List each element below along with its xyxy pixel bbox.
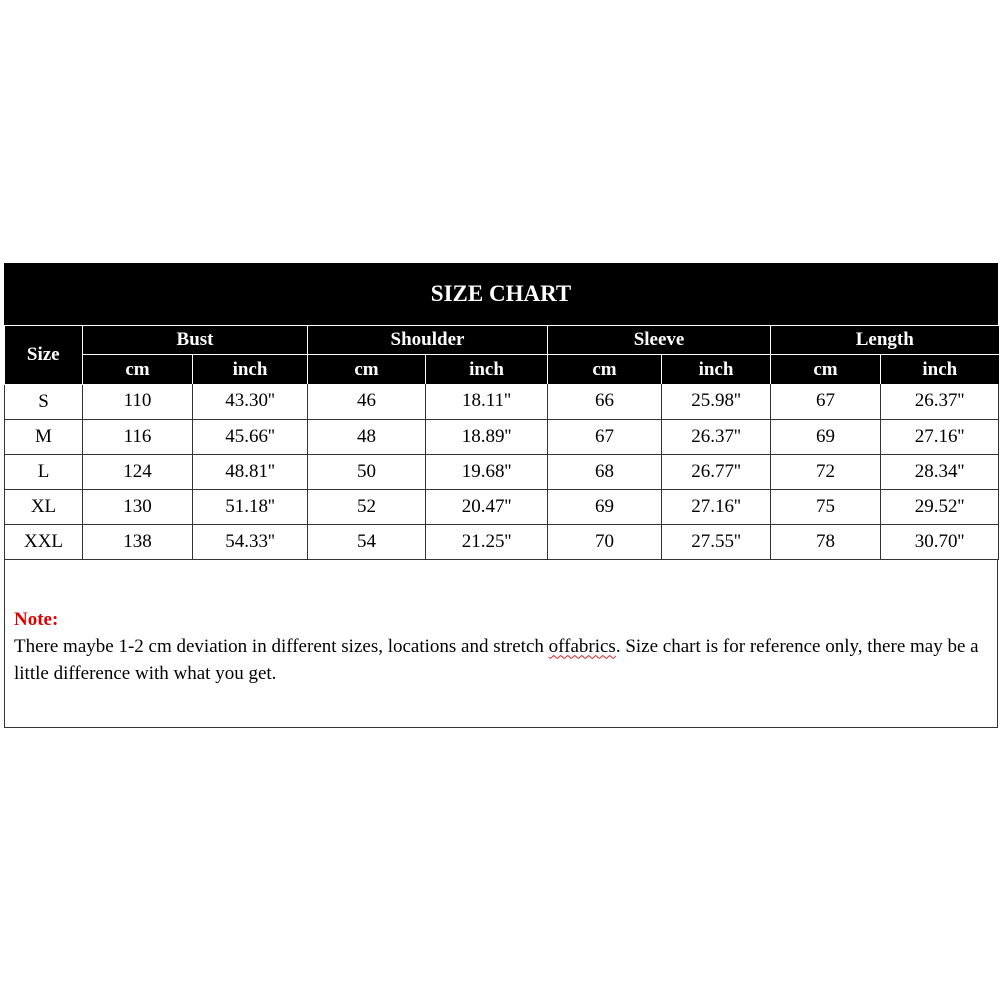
table-cell: 78 [771,524,881,559]
table-cell: 72 [771,454,881,489]
table-cell: 46 [308,384,426,419]
table-cell: 45.66'' [193,419,308,454]
unit-header-cm: cm [308,355,426,385]
table-cell: 70 [548,524,662,559]
table-cell: 67 [548,419,662,454]
table-row [5,489,999,524]
unit-header-inch: inch [881,355,999,385]
table-row [5,384,999,419]
unit-header-inch: inch [662,355,771,385]
table-cell: 75 [771,489,881,524]
table-cell: 30.70'' [881,524,999,559]
table-row [5,524,999,559]
bust-header: Bust [83,326,308,355]
table-cell: 51.18'' [193,489,308,524]
table-row [5,454,999,489]
table-cell: 27.55'' [662,524,771,559]
table-cell: 138 [83,524,193,559]
table-cell: 52 [308,489,426,524]
shoulder-header: Shoulder [308,326,548,355]
table-cell: 25.98'' [662,384,771,419]
note-text [14,633,989,687]
size-cell: M [5,419,83,454]
table-row [5,419,999,454]
table-cell: 18.89'' [426,419,548,454]
length-header: Length [771,326,999,355]
table-cell: 124 [83,454,193,489]
table-cell: 69 [548,489,662,524]
unit-header-cm: cm [83,355,193,385]
table-cell: 43.30'' [193,384,308,419]
table-cell: 29.52'' [881,489,999,524]
size-table [4,326,999,560]
unit-header-inch: inch [193,355,308,385]
note-text-after: . Size chart is for reference only, there may be a little difference with what you get. [14,635,979,684]
spelling-error-word: offabrics [548,635,616,657]
size-column-header: Size [5,326,83,384]
unit-header-inch: inch [426,355,548,385]
table-cell: 54.33'' [193,524,308,559]
table-cell: 66 [548,384,662,419]
chart-title: SIZE CHART [4,263,998,326]
table-cell: 68 [548,454,662,489]
table-cell: 48 [308,419,426,454]
size-cell: XL [5,489,83,524]
table-cell: 26.37'' [881,384,999,419]
table-cell: 27.16'' [881,419,999,454]
table-cell: 27.16'' [662,489,771,524]
table-cell: 26.37'' [662,419,771,454]
table-cell: 69 [771,419,881,454]
note-label: Note: [14,608,59,630]
note-box [4,560,998,728]
table-cell: 20.47'' [426,489,548,524]
note-text-before: There maybe 1-2 cm deviation in different sizes, locations and stretch [14,635,549,657]
table-cell: 21.25'' [426,524,548,559]
table-cell: 19.68'' [426,454,548,489]
size-cell: L [5,454,83,489]
unit-header-cm: cm [548,355,662,385]
table-cell: 110 [83,384,193,419]
sleeve-header: Sleeve [548,326,771,355]
table-cell: 50 [308,454,426,489]
table-cell: 67 [771,384,881,419]
table-cell: 54 [308,524,426,559]
size-cell: S [5,384,83,419]
table-cell: 18.11'' [426,384,548,419]
table-cell: 28.34'' [881,454,999,489]
table-cell: 48.81'' [193,454,308,489]
table-cell: 116 [83,419,193,454]
unit-header-cm: cm [771,355,881,385]
size-cell: XXL [5,524,83,559]
table-cell: 26.77'' [662,454,771,489]
table-cell: 130 [83,489,193,524]
size-chart [4,263,998,728]
